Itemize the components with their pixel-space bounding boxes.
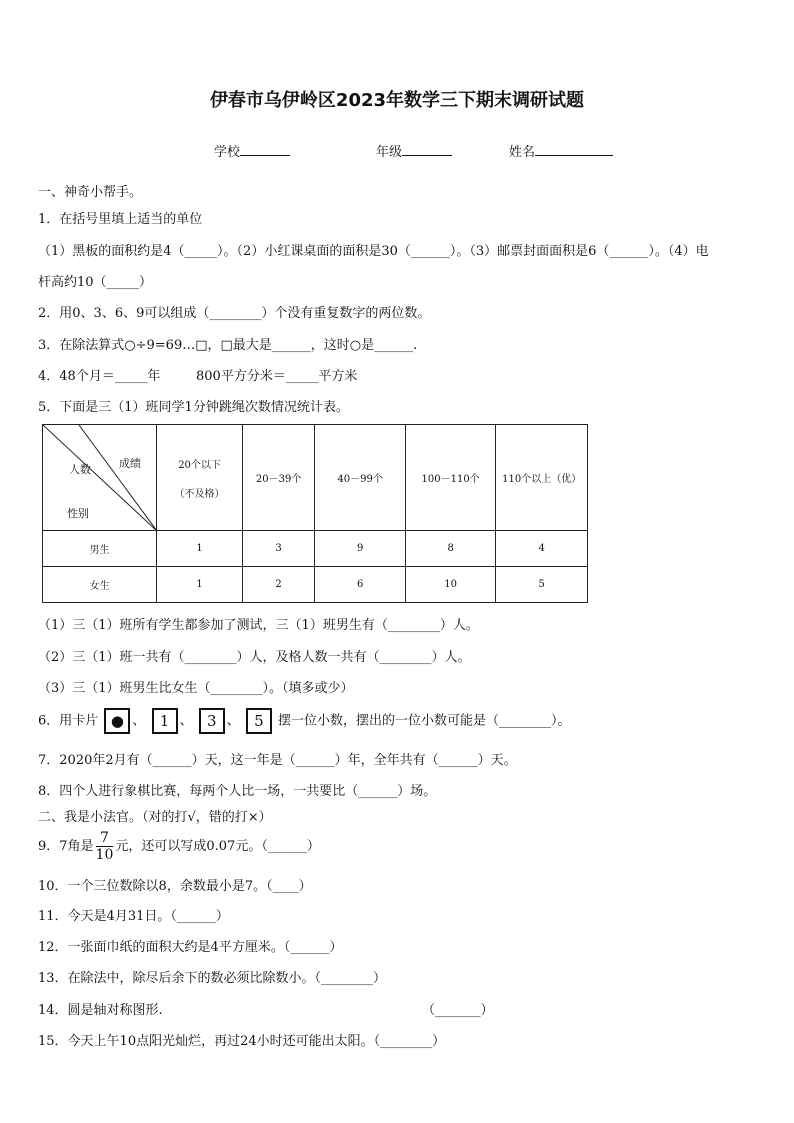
- grade-field: [376, 141, 452, 160]
- grade-label: 年级: [376, 145, 403, 160]
- question-1-stem: 1．在括号里填上适当的单位: [38, 212, 203, 227]
- question-5: 5．下面是三（1）班同学1分钟跳绳次数情况统计表。: [38, 400, 349, 415]
- name-field: [509, 141, 613, 160]
- question-1-line-2: 杆高约10（_____）: [38, 275, 153, 290]
- section2-heading: 二、我是小法官。（对的打√，错的打×）: [38, 810, 272, 825]
- card-three: 3: [199, 708, 225, 734]
- question-5-sub-1: （1）三（1）班所有学生都参加了测试，三（1）班男生有（________）人。: [38, 618, 479, 633]
- header-line-2: （不及格）: [174, 488, 225, 500]
- fraction: [96, 830, 114, 863]
- question-10: 10．一个三位数除以8，余数最小是7。（____）: [38, 879, 312, 894]
- question-6-suffix: 摆一位小数，摆出的一位小数可能是（________）。: [278, 713, 571, 729]
- corner-label-middle: 人数: [69, 463, 91, 476]
- jump-rope-table: [42, 424, 588, 603]
- table-cell: 9: [315, 531, 405, 567]
- card-one: 1: [152, 708, 178, 734]
- table-cell: 1: [157, 531, 243, 567]
- question-15: 15．今天上午10点阳光灿烂，再过24小时还可能出太阳。（________）: [38, 1034, 446, 1049]
- table-corner-cell: [43, 425, 157, 531]
- question-7: 7．2020年2月有（______）天，这一年是（______）年，全年共有（______）天。: [38, 753, 517, 768]
- table-header-row: [43, 425, 588, 531]
- table-cell: 2: [242, 567, 315, 603]
- question-8: 8．四个人进行象棋比赛，每两个人比一场，一共要比（______）场。: [38, 784, 437, 799]
- question-9: [38, 830, 320, 863]
- question-5-sub-2: （2）三（1）班一共有（________）人，及格人数一共有（________）人。: [38, 650, 471, 665]
- question-9-prefix: 9．7角是: [38, 839, 94, 854]
- header-line-1: 100－110个: [421, 474, 480, 485]
- question-4b: 800平方分米＝_____平方米: [196, 369, 358, 384]
- question-1-line-1: （1）黑板的面积约是4（_____）。（2）小红课桌面的面积是30（______）。（3）邮票封面面积是6（______）。（4）电: [38, 244, 709, 259]
- fraction-denominator: 10: [95, 847, 114, 863]
- table-cell: 3: [242, 531, 315, 567]
- school-field: [214, 141, 290, 160]
- card-five: 5: [246, 708, 272, 734]
- table-cell: 8: [405, 531, 496, 567]
- page-title: 伊春市乌伊岭区2023年数学三下期末调研试题: [209, 90, 585, 111]
- separator: 、: [226, 713, 240, 729]
- separator: 、: [179, 713, 193, 729]
- question-6-prefix: 6．用卡片: [38, 713, 99, 729]
- question-13: 13．在除法中，除尽后余下的数必须比除数小。（________）: [38, 971, 387, 986]
- question-4a: 4．48个月＝_____年: [38, 369, 161, 384]
- header-line-1: 40－99个: [337, 474, 383, 485]
- name-blank[interactable]: [535, 143, 613, 156]
- row-label: 男生: [43, 531, 157, 567]
- fraction-numerator: 7: [96, 830, 114, 847]
- corner-label-top: 成绩: [119, 457, 141, 470]
- table-cell: 4: [496, 531, 588, 567]
- school-blank[interactable]: [240, 143, 290, 156]
- question-5-sub-3: （3）三（1）班男生比女生（________）。（填多或少）: [38, 681, 354, 696]
- table-cell: 6: [315, 567, 405, 603]
- question-6: [38, 708, 571, 734]
- question-2: 2．用0、3、6、9可以组成（________）个没有重复数字的两位数。: [38, 306, 431, 321]
- header-line-1: 20个以下: [178, 459, 221, 471]
- table-header-cell: [315, 425, 405, 531]
- school-label: 学校: [214, 145, 241, 160]
- header-line-1: 110个以上（优）: [502, 474, 582, 485]
- table-header-cell: [496, 425, 588, 531]
- table-header-cell: [242, 425, 315, 531]
- header-line-1: 20－39个: [255, 474, 302, 485]
- name-label: 姓名: [509, 145, 536, 160]
- question-12: 12．一张面巾纸的面积大约是4平方厘米。（______）: [38, 940, 343, 955]
- question-14-answer: （_______）: [422, 1003, 494, 1018]
- row-label: 女生: [43, 567, 157, 603]
- table-cell: 1: [157, 567, 243, 603]
- question-9-suffix: 元，还可以写成0.07元。（______）: [115, 839, 320, 854]
- corner-label-bottom: 性别: [67, 507, 89, 520]
- section1-heading: 一、神奇小帮手。: [38, 185, 143, 200]
- question-14: 14．圆是轴对称图形.: [38, 1003, 163, 1018]
- table-cell: 10: [405, 567, 496, 603]
- table-row: [43, 567, 588, 603]
- table-header-cell: [405, 425, 496, 531]
- corner-diagonal-lines: [43, 425, 157, 531]
- table-row: [43, 531, 588, 567]
- question-3: 3．在除法算式○÷9=69…□，□最大是______，这时○是______.: [38, 338, 418, 353]
- card-dot: ●: [104, 708, 130, 734]
- separator: 、: [132, 713, 146, 729]
- table-cell: 5: [496, 567, 588, 603]
- table-header-cell: [157, 425, 243, 531]
- grade-blank[interactable]: [402, 143, 452, 156]
- question-11: 11．今天是4月31日。（______）: [38, 909, 229, 924]
